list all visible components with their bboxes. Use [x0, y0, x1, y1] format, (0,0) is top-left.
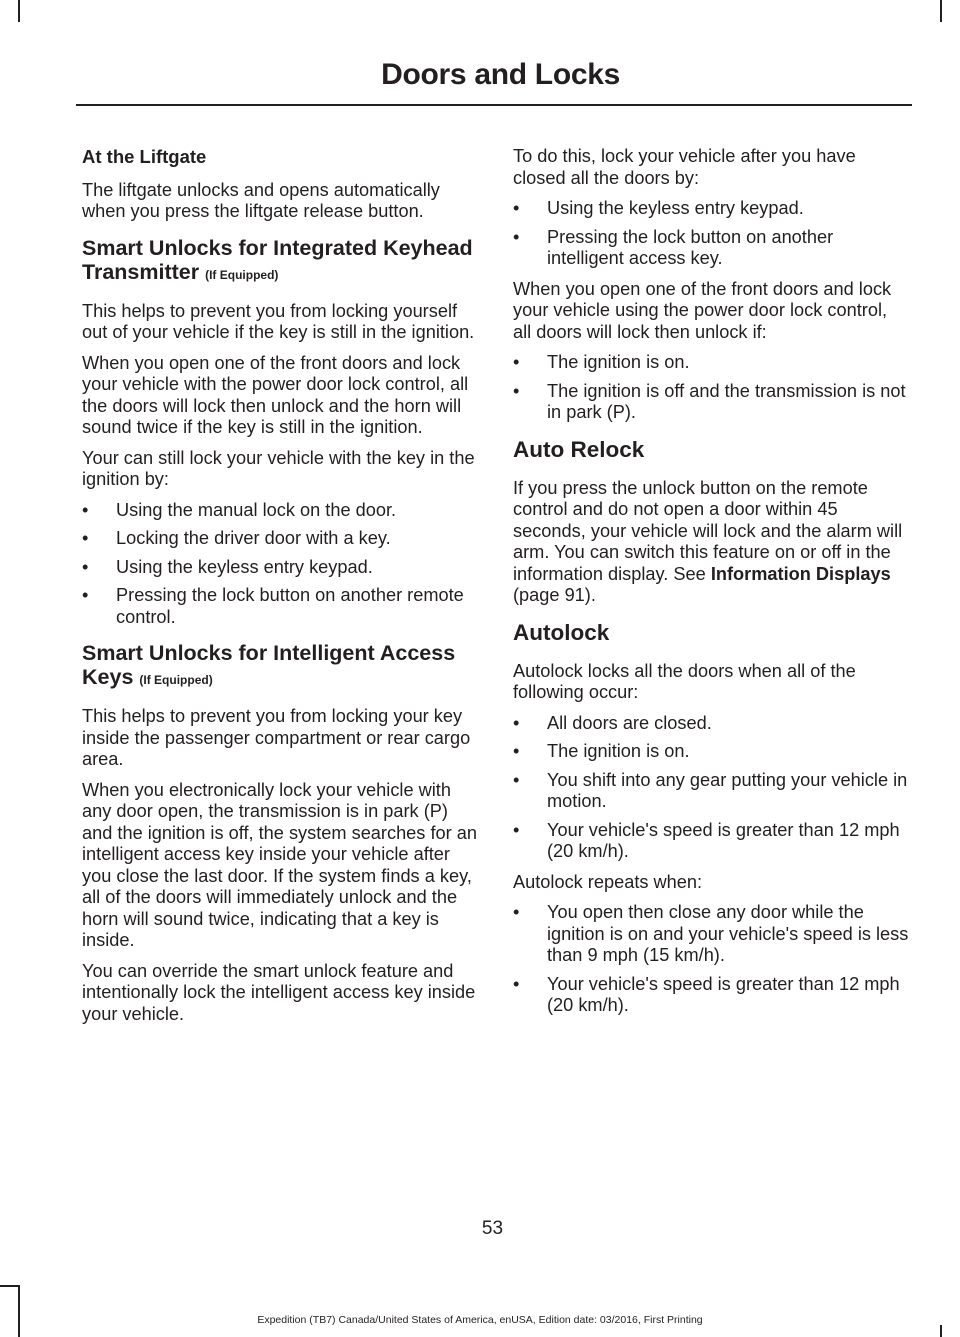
- list-item-text: Pressing the lock button on another remote control.: [116, 585, 464, 627]
- bullet-icon: •: [513, 198, 520, 218]
- bullet-icon: •: [513, 819, 520, 840]
- list-item-text: Locking the driver door with a key.: [116, 528, 391, 548]
- paragraph-iak-1: This helps to prevent you from locking your key inside the passenger compartment or rear cargo area.: [82, 706, 471, 769]
- heading-liftgate: At the Liftgate: [82, 146, 207, 167]
- header-divider: [76, 104, 912, 106]
- page-title: Doors and Locks: [381, 58, 620, 91]
- bullet-icon: •: [82, 556, 89, 577]
- list-item-text: Your vehicle's speed is greater than 12 mph (20 km/h).: [547, 819, 900, 861]
- crop-mark-bottom-left: [18, 1285, 20, 1337]
- paragraph-autolock: Autolock locks all the doors when all of the following occur:: [513, 660, 856, 702]
- list-item: [513, 820, 909, 863]
- paragraph-front-doors: When you open one of the front doors and lock your vehicle using the power door lock control, all doors will lock then unlock if:: [513, 278, 892, 342]
- list-item-text: The ignition is off and the transmission is not in park (P).: [547, 380, 906, 422]
- list-item: [513, 741, 909, 763]
- left-column: [82, 146, 480, 1034]
- paragraph-auto-relock: [513, 478, 909, 607]
- heading-auto-relock: Auto Relock: [513, 436, 645, 462]
- paragraph-iak-2: When you electronically lock your vehicle with any door open, the transmission is in park (P) and the ignition is off, the system searches for an intelligent access key inside your vehicle after you close the last door. If the system finds a key, all of the doors will immediately unlock and the horn will sound twice, indicating that a key is inside.: [82, 779, 477, 950]
- list-item-text: Using the manual lock on the door.: [116, 499, 397, 520]
- paragraph-iak-3: You can override the smart unlock feature and intentionally lock the intelligent access key inside your vehicle.: [82, 960, 476, 1024]
- list-item: [513, 902, 909, 967]
- bullet-list-repeats: [513, 902, 909, 1017]
- heading-autolock: Autolock: [513, 619, 610, 645]
- paragraph-keyhead-1: This helps to prevent you from locking yourself out of your vehicle if the key is still in the ignition.: [82, 300, 475, 342]
- bullet-icon: •: [513, 712, 520, 733]
- list-item-text: You shift into any gear putting your vehicle in motion.: [547, 769, 908, 811]
- list-item-text: Your vehicle's speed is greater than 12 mph (20 km/h).: [547, 973, 900, 1015]
- heading-keyhead-transmitter: [82, 236, 480, 287]
- list-item: [82, 557, 480, 579]
- list-item: [513, 713, 909, 735]
- bullet-icon: •: [513, 226, 520, 247]
- bullet-list-autolock: [513, 713, 909, 863]
- list-item: [513, 770, 909, 813]
- bullet-list-ignition: [513, 352, 909, 424]
- information-displays-link[interactable]: Information Displays: [710, 563, 891, 584]
- list-item-text: Using the keyless entry keypad.: [547, 198, 804, 218]
- list-item: [513, 352, 909, 374]
- heading-keyhead-text: Smart Unlocks for Integrated Keyhead Transmitter: [82, 235, 473, 284]
- list-item: [513, 381, 909, 424]
- heading-iak-text: Smart Unlocks for Intelligent Access Keys: [82, 641, 456, 689]
- bullet-icon: •: [513, 973, 520, 994]
- list-item-text: The ignition is on.: [547, 741, 690, 761]
- bullet-icon: •: [513, 741, 520, 761]
- crop-mark-top-left: [18, 0, 20, 22]
- paragraph-liftgate: The liftgate unlocks and opens automatically when you press the liftgate release button.: [82, 179, 440, 221]
- heading-intelligent-access: [82, 641, 480, 692]
- list-item-text: All doors are closed.: [547, 712, 712, 733]
- crop-mark-top-right: [940, 0, 942, 22]
- page-number: 53: [481, 1218, 504, 1239]
- bullet-icon: •: [513, 902, 520, 922]
- list-item-text: Using the keyless entry keypad.: [116, 556, 373, 577]
- list-item: [513, 198, 909, 220]
- if-equipped-note: (If Equipped): [205, 267, 279, 282]
- paragraph-keyhead-2: When you open one of the front doors and lock your vehicle with the power door lock control, all the doors will lock then unlock and the horn will sound twice if the key is still in the ignition.: [82, 352, 469, 437]
- list-item-text: Pressing the lock button on another intelligent access key.: [547, 226, 834, 268]
- bullet-icon: •: [513, 352, 520, 372]
- list-item: [513, 974, 909, 1017]
- bullet-list-keyhead: [82, 500, 480, 629]
- bullet-icon: •: [82, 528, 89, 548]
- paragraph-keyhead-3: Your can still lock your vehicle with the key in the ignition by:: [82, 447, 475, 489]
- auto-relock-text: If you press the unlock button on the remote control and do not open a door within 45 seconds, your vehicle will lock and the alarm will arm. You can switch this feature on or off in the information display. See: [513, 477, 903, 584]
- paragraph-autolock-repeats: Autolock repeats when:: [513, 871, 703, 892]
- list-item-text: The ignition is on.: [547, 352, 690, 372]
- right-column: [513, 146, 909, 1026]
- list-item: [82, 585, 480, 628]
- bullet-icon: •: [82, 585, 89, 605]
- crop-mark-bottom-left-h: [0, 1285, 20, 1287]
- list-item: [513, 227, 909, 270]
- bullet-icon: •: [513, 769, 520, 790]
- paragraph-lock-doors: To do this, lock your vehicle after you have closed all the doors by:: [513, 146, 856, 188]
- if-equipped-note: (If Equipped): [139, 673, 213, 687]
- bullet-icon: •: [82, 499, 89, 520]
- page-reference: (page 91).: [513, 585, 596, 605]
- crop-mark-bottom-right: [940, 1325, 942, 1337]
- bullet-list-lock: [513, 198, 909, 270]
- footer-edition-info: Expedition (TB7) Canada/United States of America, enUSA, Edition date: 03/2016, First Printing: [257, 1314, 703, 1326]
- list-item-text: You open then close any door while the ignition is on and your vehicle's speed is less than 9 mph (15 km/h).: [547, 902, 909, 965]
- list-item: [82, 528, 480, 550]
- bullet-icon: •: [513, 380, 520, 401]
- list-item: [82, 500, 480, 522]
